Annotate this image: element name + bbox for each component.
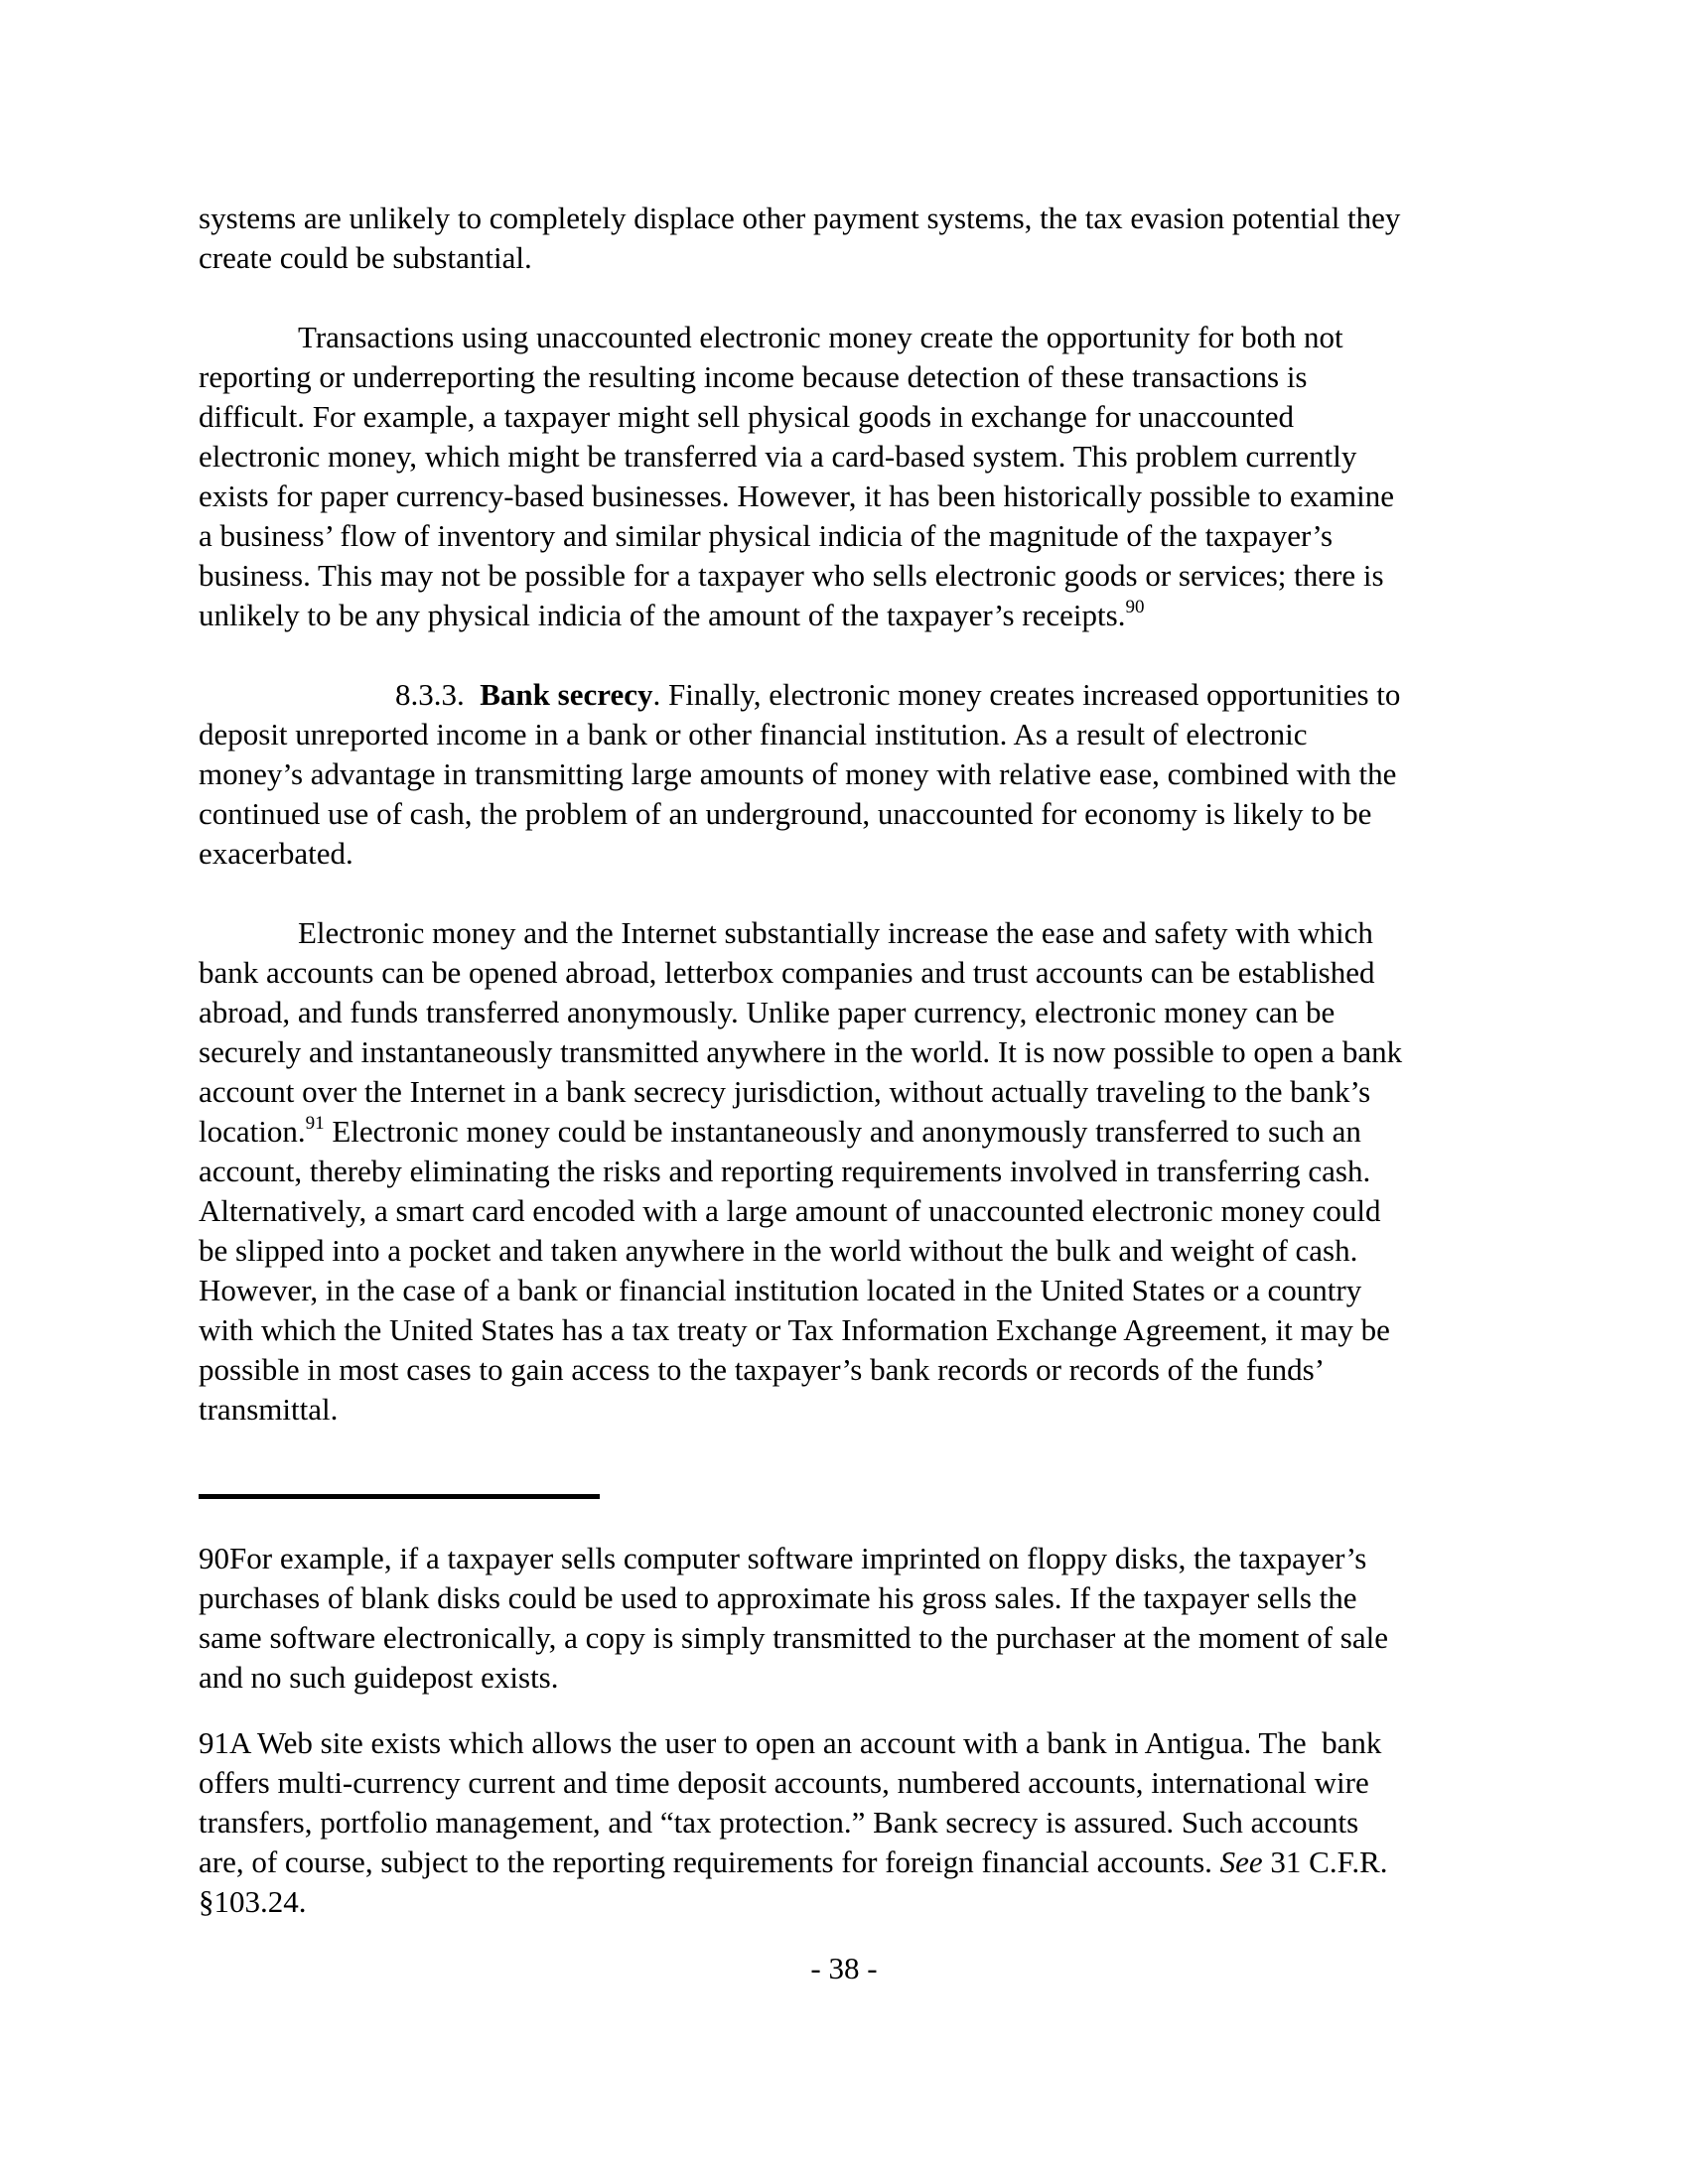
text-line: account over the Internet in a bank secrecy jurisdiction, without actually traveling to the bank’s <box>199 1074 1371 1109</box>
text-line: exacerbated. <box>199 836 353 871</box>
text-line: abroad, and funds transferred anonymously. Unlike paper currency, electronic money can be <box>199 995 1336 1029</box>
footnotes-section <box>199 1539 1504 1922</box>
text-line: Transactions using unaccounted electronic money create the opportunity for both not <box>298 320 1343 354</box>
text-line: unlikely to be any physical indicia of the amount of the taxpayer’s receipts.$^{90}$ <box>199 597 1145 632</box>
text-line: account, thereby eliminating the risks and reporting requirements involved in transferring cash. <box>199 1154 1371 1188</box>
text-line: systems are unlikely to completely displace other payment systems, the tax evasion potential they <box>199 201 1401 235</box>
text-line: business. This may not be possible for a taxpayer who sells electronic goods or services; there is <box>199 558 1384 593</box>
text-line: bank accounts can be opened abroad, letterbox companies and trust accounts can be established <box>199 955 1375 990</box>
text-line: with which the United States has a tax treaty or Tax Information Exchange Agreement, it may be <box>199 1312 1390 1347</box>
text-line: transmittal. <box>199 1392 339 1427</box>
text-line: be slipped into a pocket and taken anywhere in the world without the bulk and weight of cash. <box>199 1233 1358 1268</box>
text-line: purchases of blank disks could be used to approximate his gross sales. If the taxpayer sells the <box>199 1580 1357 1615</box>
paragraph-continuation <box>199 199 1504 278</box>
text-line: deposit unreported income in a bank or other financial institution. As a result of electronic <box>199 717 1308 751</box>
paragraph-electronic-money-internet <box>199 913 1504 1430</box>
footnote-separator-rule <box>199 1494 600 1499</box>
text-line: 91A Web site exists which allows the user to open an account with a bank in Antigua. The bank <box>199 1725 1382 1760</box>
text-line: location.$^{91}$ Electronic money could be instantaneously and anonymously transferred to such an <box>199 1113 1361 1149</box>
paragraph-bank-secrecy-heading <box>199 675 1504 874</box>
text-line: exists for paper currency-based businesses. However, it has been historically possible to examine <box>199 478 1394 513</box>
text-line: create could be substantial. <box>199 240 532 275</box>
text-line: §103.24. <box>199 1884 307 1919</box>
text-line: 8.3.3. Bank secrecy. Finally, electronic money creates increased opportunities to <box>395 677 1401 712</box>
text-line: possible in most cases to gain access to the taxpayer’s bank records or records of the funds’ <box>199 1352 1326 1387</box>
footnote-91 <box>199 1723 1504 1922</box>
text-line: Alternatively, a smart card encoded with a large amount of unaccounted electronic money could <box>199 1193 1381 1228</box>
body-text <box>199 199 1504 1430</box>
text-line: difficult. For example, a taxpayer might sell physical goods in exchange for unaccounted <box>199 399 1295 434</box>
page-number: - 38 - <box>810 1951 878 1985</box>
text-line: securely and instantaneously transmitted anywhere in the world. It is now possible to open a bank <box>199 1034 1403 1069</box>
text-line: same software electronically, a copy is simply transmitted to the purchaser at the moment of sale <box>199 1620 1388 1655</box>
text-line: However, in the case of a bank or financial institution located in the United States or a country <box>199 1273 1362 1307</box>
text-line: transfers, portfolio management, and “tax protection.” Bank secrecy is assured. Such accounts <box>199 1805 1359 1840</box>
text-line: are, of course, subject to the reporting requirements for foreign financial accounts. See 31 C.F.R. <box>199 1844 1388 1879</box>
text-line: Electronic money and the Internet substantially increase the ease and safety with which <box>298 915 1373 950</box>
text-line: offers multi-currency current and time deposit accounts, numbered accounts, international wire <box>199 1765 1369 1800</box>
text-line: money’s advantage in transmitting large amounts of money with relative ease, combined with the <box>199 756 1397 791</box>
text-line: reporting or underreporting the resulting income because detection of these transactions is <box>199 359 1308 394</box>
text-line: 90For example, if a taxpayer sells computer software imprinted on floppy disks, the taxpayer’s <box>199 1541 1367 1575</box>
text-line: a business’ flow of inventory and similar physical indicia of the magnitude of the taxpayer’s <box>199 518 1334 553</box>
text-line: electronic money, which might be transferred via a card-based system. This problem currently <box>199 439 1357 474</box>
text-line: continued use of cash, the problem of an underground, unaccounted for economy is likely to be <box>199 796 1372 831</box>
paragraph-transactions <box>199 318 1504 635</box>
footnote-90 <box>199 1539 1504 1698</box>
text-line: and no such guidepost exists. <box>199 1660 559 1695</box>
